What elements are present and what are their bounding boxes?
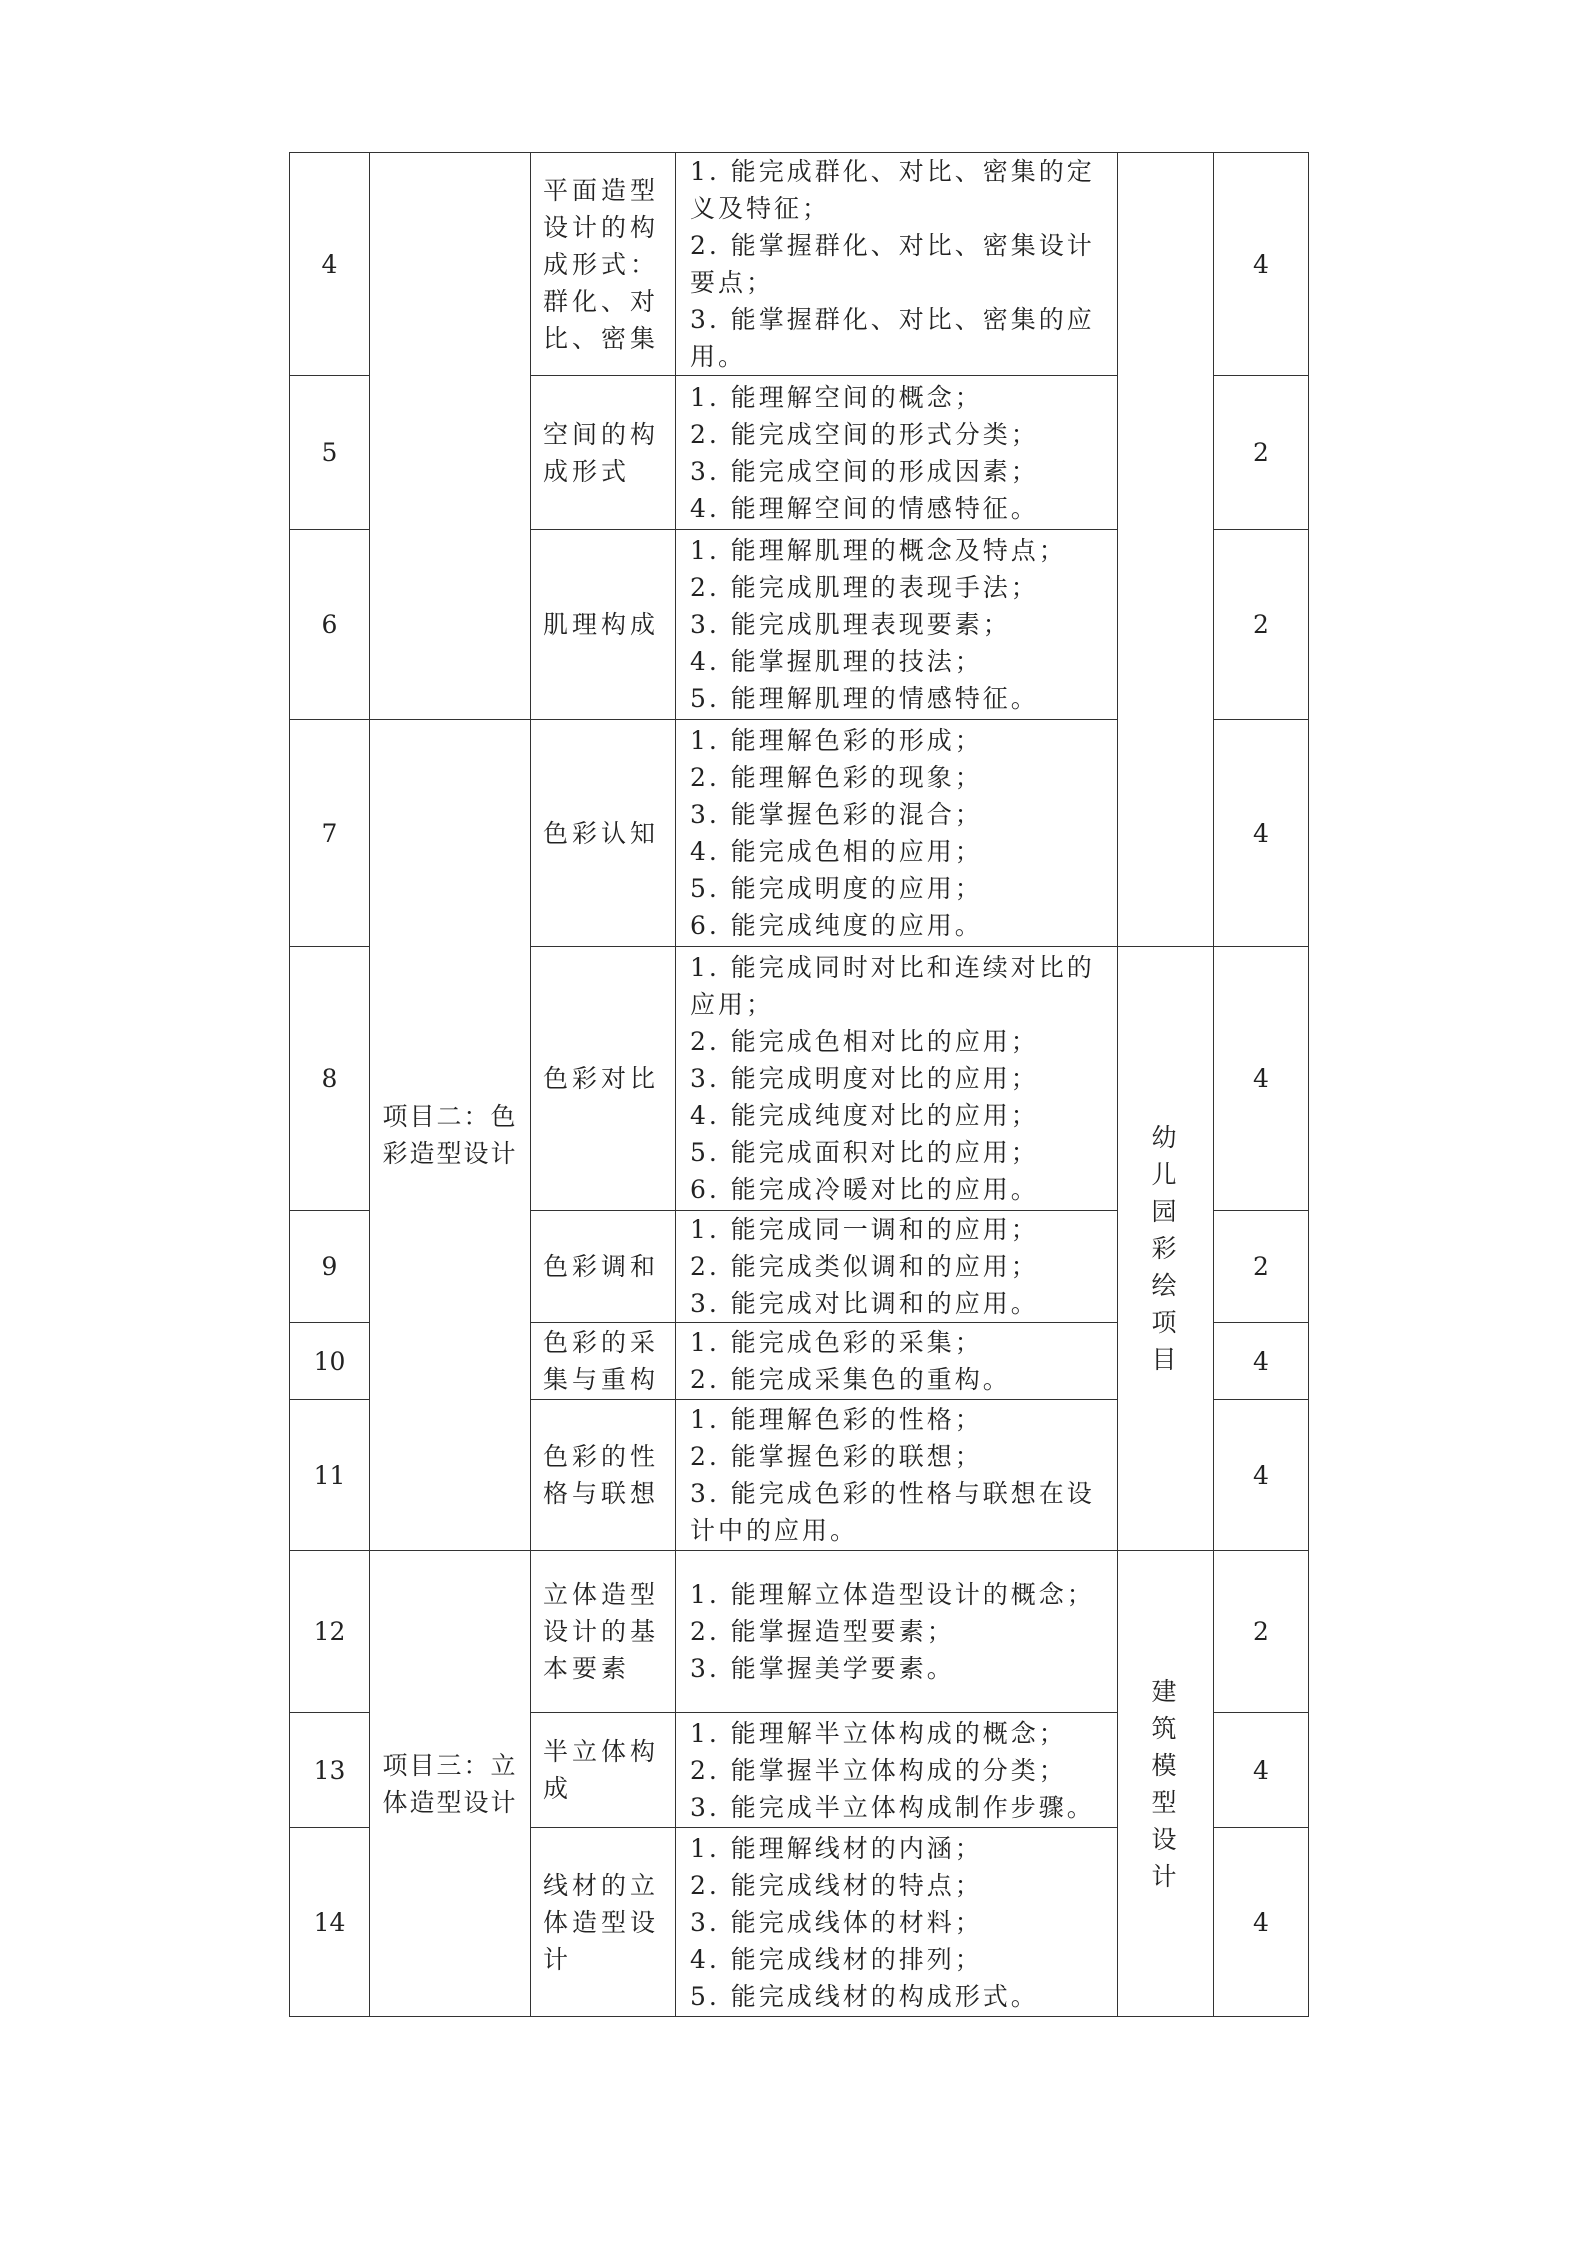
goal-line: 2. 能掌握半立体构成的分类； — [690, 1755, 1067, 1785]
topic-cell: 色彩的采集与重构 — [531, 1323, 676, 1400]
goal-line: 6. 能完成冷暖对比的应用。 — [690, 1175, 1039, 1204]
goal-line: 4. 能掌握肌理的技法； — [690, 647, 983, 676]
goals-cell — [676, 1713, 1118, 1828]
goal-line: 1. 能理解色彩的形成； — [690, 726, 983, 755]
goal-line: 2. 能完成类似调和的应用； — [690, 1252, 1039, 1281]
goal-line: 4. 能理解空间的情感特征。 — [690, 493, 1039, 523]
row-number: 14 — [290, 1828, 370, 2017]
row-number: 5 — [290, 376, 370, 530]
row-number: 6 — [290, 530, 370, 720]
topic-cell: 色彩对比 — [531, 947, 676, 1211]
goal-line: 3. 能完成半立体构成制作步骤。 — [690, 1792, 1095, 1822]
hours-cell: 4 — [1214, 1713, 1309, 1828]
goals-cell — [676, 720, 1118, 947]
table-row — [290, 153, 1309, 376]
goal-line: 3. 能完成空间的形成因素； — [690, 456, 1039, 486]
goal-line: 3. 能完成线体的材料； — [690, 1907, 983, 1937]
goal-line: 2. 能完成采集色的重构。 — [690, 1365, 1011, 1394]
row-number: 12 — [290, 1551, 370, 1713]
goal-line: 6. 能完成纯度的应用。 — [690, 911, 983, 940]
goal-line: 2. 能完成色相对比的应用； — [690, 1027, 1039, 1056]
goal-line: 1. 能完成色彩的采集； — [690, 1328, 983, 1357]
topic-cell: 线材的立体造型设计 — [531, 1828, 676, 2017]
goal-line: 3. 能完成明度对比的应用； — [690, 1064, 1039, 1093]
goal-line: 2. 能完成空间的形式分类； — [690, 419, 1039, 449]
row-number: 9 — [290, 1211, 370, 1323]
goal-line: 3. 能完成对比调和的应用。 — [690, 1289, 1039, 1318]
goal-line: 2. 能完成线材的特点； — [690, 1870, 983, 1900]
topic-cell: 空间的构成形式 — [531, 376, 676, 530]
topic-cell: 立体造型设计的基本要素 — [531, 1551, 676, 1713]
topic-cell: 色彩调和 — [531, 1211, 676, 1323]
goals-cell — [676, 1828, 1118, 2017]
goal-line: 4. 能完成线材的排列； — [690, 1944, 983, 1974]
goals-cell — [676, 1323, 1118, 1400]
carrier-cell: 幼儿园彩绘项目 — [1118, 947, 1214, 1551]
row-number: 13 — [290, 1713, 370, 1828]
course-outline-table — [289, 152, 1309, 2017]
hours-cell: 4 — [1214, 1323, 1309, 1400]
topic-cell: 平面造型设计的构成形式：群化、对比、密集 — [531, 153, 676, 376]
goal-line: 4. 能完成纯度对比的应用； — [690, 1101, 1039, 1130]
goal-line: 3. 能掌握群化、对比、密集的应用。 — [690, 305, 1095, 371]
goal-line: 1. 能完成群化、对比、密集的定义及特征； — [690, 157, 1095, 223]
goal-line: 1. 能理解空间的概念； — [690, 382, 983, 412]
carrier-cell-empty — [1118, 153, 1214, 947]
goal-line: 3. 能完成色彩的性格与联想在设计中的应用。 — [690, 1479, 1095, 1545]
goals-cell — [676, 1551, 1118, 1713]
carrier-cell: 建筑模型设计 — [1118, 1551, 1214, 2017]
row-number: 8 — [290, 947, 370, 1211]
hours-cell: 4 — [1214, 153, 1309, 376]
goal-line: 2. 能完成肌理的表现手法； — [690, 573, 1039, 602]
hours-cell: 4 — [1214, 1828, 1309, 2017]
project-cell-empty — [370, 153, 531, 720]
hours-cell: 2 — [1214, 1551, 1309, 1713]
goals-cell — [676, 376, 1118, 530]
hours-cell: 2 — [1214, 1211, 1309, 1323]
goal-line: 1. 能理解线材的内涵； — [690, 1833, 983, 1863]
goal-line: 2. 能掌握造型要素； — [690, 1617, 955, 1646]
goal-line: 1. 能完成同时对比和连续对比的应用； — [690, 953, 1095, 1019]
goal-line: 3. 能掌握色彩的混合； — [690, 800, 983, 829]
goal-line: 2. 能掌握色彩的联想； — [690, 1442, 983, 1471]
goal-line: 1. 能完成同一调和的应用； — [690, 1215, 1039, 1244]
goal-line: 2. 能理解色彩的现象； — [690, 763, 983, 792]
goal-line: 5. 能完成明度的应用； — [690, 874, 983, 903]
goals-cell — [676, 1400, 1118, 1551]
row-number: 10 — [290, 1323, 370, 1400]
topic-cell: 色彩的性格与联想 — [531, 1400, 676, 1551]
topic-cell: 色彩认知 — [531, 720, 676, 947]
goals-cell — [676, 530, 1118, 720]
goal-line: 4. 能完成色相的应用； — [690, 837, 983, 866]
goal-line: 1. 能理解肌理的概念及特点； — [690, 536, 1067, 565]
goal-line: 3. 能完成肌理表现要素； — [690, 610, 1011, 639]
goal-line: 5. 能理解肌理的情感特征。 — [690, 684, 1039, 713]
hours-cell: 2 — [1214, 530, 1309, 720]
goal-line: 1. 能理解色彩的性格； — [690, 1405, 983, 1434]
row-number: 11 — [290, 1400, 370, 1551]
hours-cell: 2 — [1214, 376, 1309, 530]
hours-cell: 4 — [1214, 1400, 1309, 1551]
goal-line: 2. 能掌握群化、对比、密集设计要点； — [690, 231, 1095, 297]
goal-line: 5. 能完成面积对比的应用； — [690, 1138, 1039, 1167]
topic-cell: 半立体构成 — [531, 1713, 676, 1828]
row-number: 7 — [290, 720, 370, 947]
hours-cell: 4 — [1214, 947, 1309, 1211]
goal-line: 5. 能完成线材的构成形式。 — [690, 1981, 1039, 2011]
goals-cell — [676, 153, 1118, 376]
goal-line: 3. 能掌握美学要素。 — [690, 1654, 955, 1683]
topic-cell: 肌理构成 — [531, 530, 676, 720]
project-cell: 项目二：色彩造型设计 — [370, 720, 531, 1551]
goal-line: 1. 能理解半立体构成的概念； — [690, 1718, 1067, 1748]
project-cell: 项目三：立体造型设计 — [370, 1551, 531, 2017]
hours-cell: 4 — [1214, 720, 1309, 947]
goals-cell — [676, 947, 1118, 1211]
goals-cell — [676, 1211, 1118, 1323]
table-row — [290, 1551, 1309, 1713]
row-number: 4 — [290, 153, 370, 376]
goal-line: 1. 能理解立体造型设计的概念； — [690, 1580, 1095, 1609]
